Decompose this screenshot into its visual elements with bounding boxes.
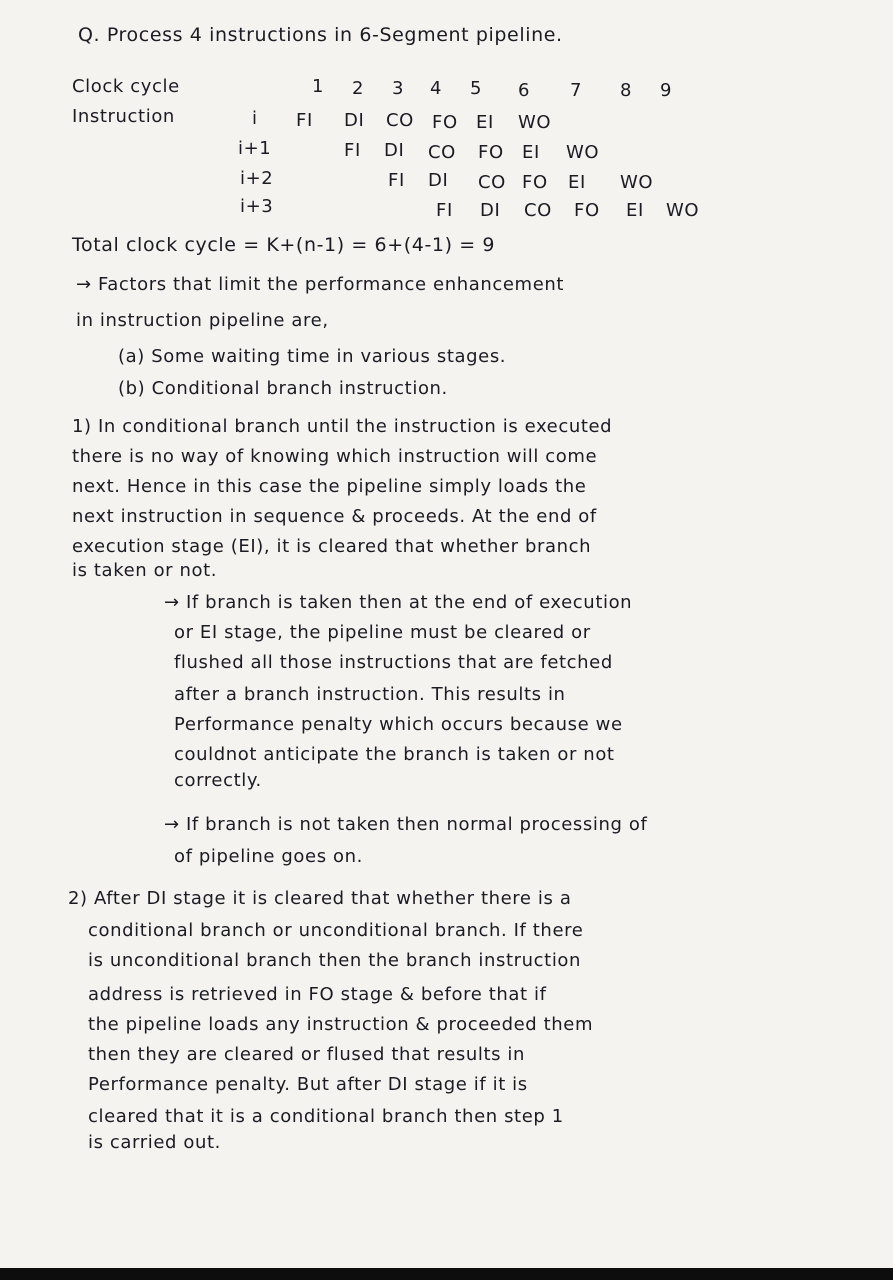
stage-cell: EI xyxy=(568,172,586,193)
stage-cell: EI xyxy=(476,112,494,133)
point1-line: next instruction in sequence & proceeds. At the end of xyxy=(72,506,597,527)
stage-cell: CO xyxy=(524,200,552,221)
stage-cell: CO xyxy=(428,142,456,163)
stage-cell: WO xyxy=(620,172,654,193)
taken-line: → If branch is taken then at the end of execution xyxy=(164,592,633,613)
point1-line: there is no way of knowing which instruction will come xyxy=(72,446,598,467)
factors-line: in instruction pipeline are, xyxy=(76,310,329,331)
question-title: Q. Process 4 instructions in 6-Segment pipeline. xyxy=(78,24,563,46)
stage-cell: DI xyxy=(428,170,449,191)
not-taken-line: → If branch is not taken then normal processing of xyxy=(164,814,648,835)
point2-line: cleared that it is a conditional branch then step 1 xyxy=(88,1106,564,1127)
point2-line: address is retrieved in FO stage & before that if xyxy=(88,984,547,1005)
stage-cell: DI xyxy=(344,110,365,131)
point1-line: execution stage (EI), it is cleared that whether branch xyxy=(72,536,592,557)
instruction-id: i+3 xyxy=(240,196,274,217)
stage-cell: FI xyxy=(388,170,405,191)
stage-cell: WO xyxy=(666,200,700,221)
cycle-number: 6 xyxy=(518,80,531,101)
stage-cell: FO xyxy=(522,172,548,193)
factors-item: (b) Conditional branch instruction. xyxy=(118,378,448,399)
instruction-id: i xyxy=(252,108,258,129)
factors-item: (a) Some waiting time in various stages. xyxy=(118,346,507,367)
point1-line: 1) In conditional branch until the instruction is executed xyxy=(72,416,613,437)
factors-line: → Factors that limit the performance enhancement xyxy=(76,274,565,295)
stage-cell: FI xyxy=(344,140,361,161)
point2-line: is carried out. xyxy=(88,1132,221,1153)
cycle-number: 7 xyxy=(570,80,583,101)
taken-line: or EI stage, the pipeline must be cleared or xyxy=(174,622,591,643)
instruction-id: i+2 xyxy=(240,168,274,189)
point1-line: is taken or not. xyxy=(72,560,218,581)
stage-cell: WO xyxy=(518,112,552,133)
point1-line: next. Hence in this case the pipeline simply loads the xyxy=(72,476,587,497)
point2-line: Performance penalty. But after DI stage if it is xyxy=(88,1074,528,1095)
stage-cell: EI xyxy=(522,142,540,163)
total-clock-formula: Total clock cycle = K+(n-1) = 6+(4-1) = 9 xyxy=(72,234,496,256)
cycle-number: 9 xyxy=(660,80,673,101)
point2-line: is unconditional branch then the branch instruction xyxy=(88,950,582,971)
taken-line: flushed all those instructions that are fetched xyxy=(174,652,613,673)
taken-line: Performance penalty which occurs because we xyxy=(174,714,623,735)
taken-line: correctly. xyxy=(174,770,262,791)
cycle-number: 5 xyxy=(470,78,483,99)
stage-cell: CO xyxy=(386,110,414,131)
point2-line: the pipeline loads any instruction & proceeded them xyxy=(88,1014,594,1035)
stage-cell: DI xyxy=(480,200,501,221)
stage-cell: FO xyxy=(574,200,600,221)
photo-edge xyxy=(0,1268,893,1280)
instruction-id: i+1 xyxy=(238,138,272,159)
stage-cell: FI xyxy=(296,110,313,131)
stage-cell: FO xyxy=(478,142,504,163)
point2-line: conditional branch or unconditional branch. If there xyxy=(88,920,584,941)
stage-cell: FI xyxy=(436,200,453,221)
cycle-number: 4 xyxy=(430,78,443,99)
taken-line: after a branch instruction. This results in xyxy=(174,684,566,705)
instruction-label: Instruction xyxy=(72,106,175,127)
cycle-number: 3 xyxy=(392,78,405,99)
cycle-number: 2 xyxy=(352,78,365,99)
clock-cycle-label: Clock cycle xyxy=(72,76,180,97)
stage-cell: CO xyxy=(478,172,506,193)
cycle-number: 8 xyxy=(620,80,633,101)
point2-line: 2) After DI stage it is cleared that whether there is a xyxy=(68,888,572,909)
point2-line: then they are cleared or flused that results in xyxy=(88,1044,526,1065)
cycle-number: 1 xyxy=(312,76,325,97)
stage-cell: WO xyxy=(566,142,600,163)
stage-cell: DI xyxy=(384,140,405,161)
stage-cell: EI xyxy=(626,200,644,221)
taken-line: couldnot anticipate the branch is taken or not xyxy=(174,744,615,765)
stage-cell: FO xyxy=(432,112,458,133)
not-taken-line: of pipeline goes on. xyxy=(174,846,363,867)
